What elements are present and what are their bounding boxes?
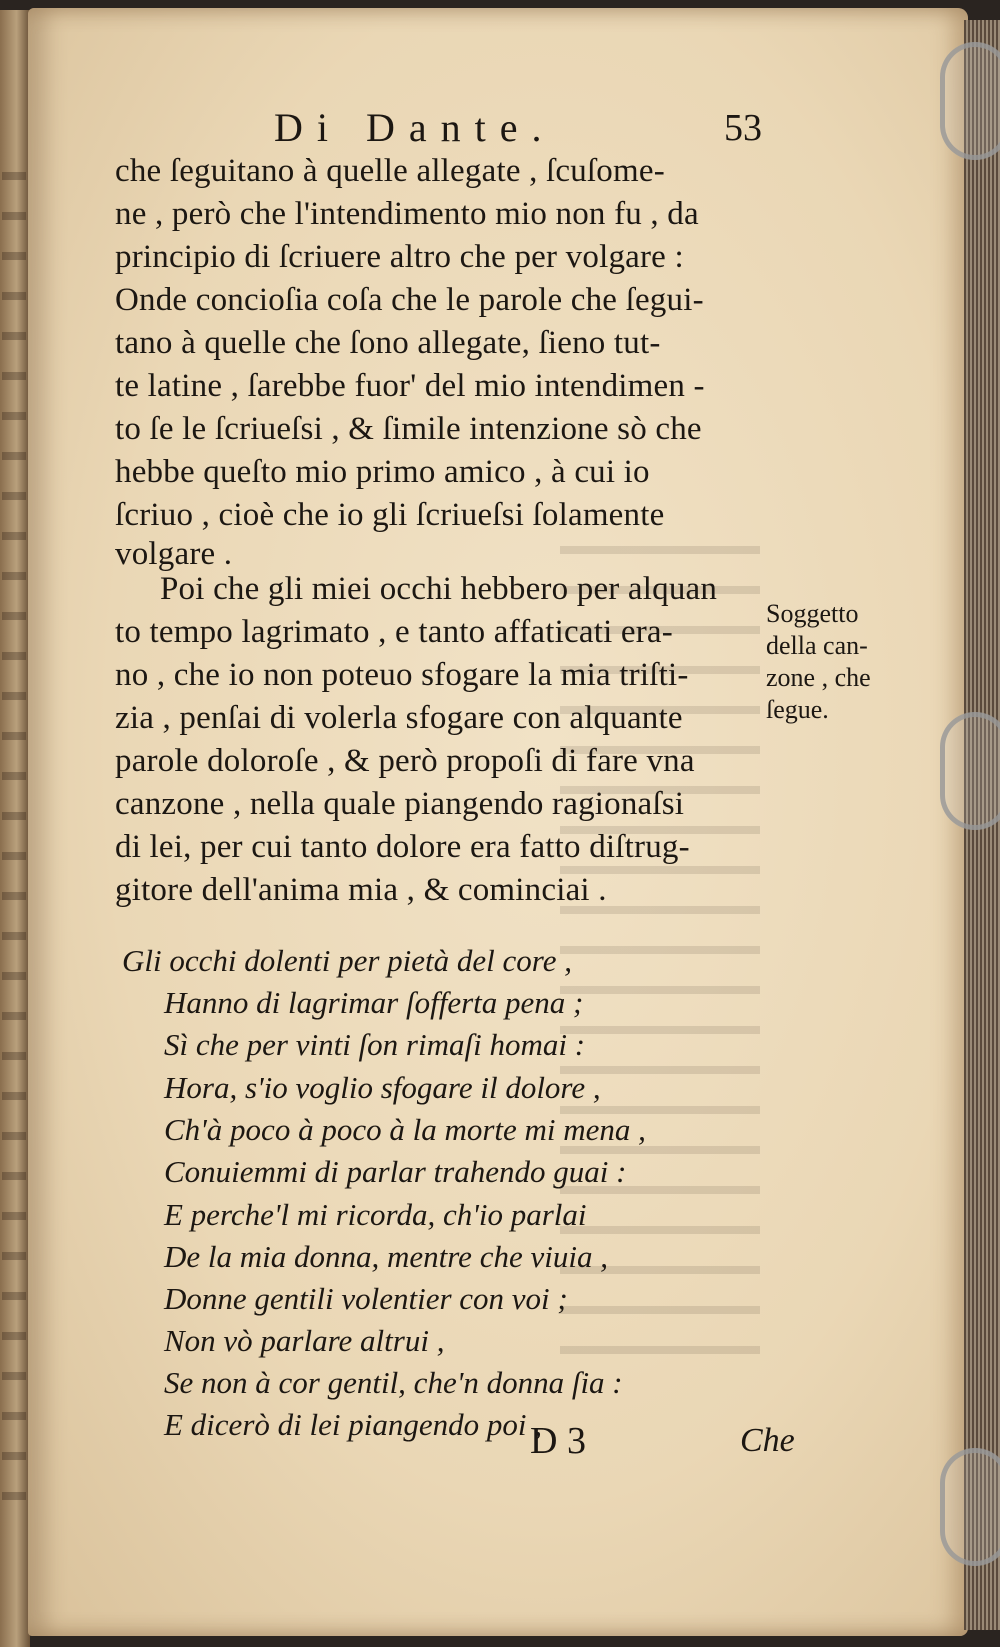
verse-line: Ch'à poco à poco à la morte mi mena , [164,1112,646,1147]
verse-line: Gli occhi dolenti per pietà del core , [122,943,572,978]
catchword: Che [740,1422,795,1459]
verse-line: Hora, s'io voglio sfogare il dolore , [164,1070,601,1105]
verse-line: Conuiemmi di parlar trahendo guai : [164,1154,627,1189]
verse-line: De la mia donna, mentre che viuia , [164,1239,608,1274]
marginal-note-line: della can- [766,631,868,660]
prose-line: te latine , ſarebbe fuor' del mio intendimen - [115,368,705,404]
prose-line: hebbe queſto mio primo amico , à cui io [115,454,650,490]
running-header: Di Dante. [274,105,556,150]
prose-line: parole doloroſe , & però propoſi di fare vna [115,743,695,779]
marginal-note-line: zone , che [766,663,871,692]
verse-line: Hanno di lagrimar ſofferta pena ; [164,985,584,1020]
marginal-note-line: Soggetto [766,599,859,628]
verse-line: E perche'l mi ricorda, ch'io parlai [164,1197,587,1232]
facing-page-text-bleed [2,150,26,1500]
prose-line: ſcriuo , cioè che io gli ſcriueſsi ſolamente [115,497,665,533]
marginal-note-line: ſegue. [766,695,829,724]
clamp-ring-top [940,42,1000,160]
clamp-ring-bottom [940,1448,1000,1566]
prose-line: di lei, per cui tanto dolore era fatto diſtrug- [115,829,690,865]
page-number: 53 [724,107,762,149]
prose-line: che ſeguitano à quelle allegate , ſcuſome- [115,153,665,189]
verse-line: Donne gentili volentier con voi ; [164,1281,568,1316]
prose-line: to ſe le ſcriueſsi , & ſimile intenzione sò che [115,411,702,447]
verse-line: Non vò parlare altrui , [164,1323,445,1358]
prose-line: zia , penſai di volerla sfogare con alquante [115,700,683,736]
prose-line: volgare . [115,536,233,572]
prose-line: gitore dell'anima mia , & cominciai . [115,872,607,908]
prose-line: canzone , nella quale piangendo ragionaſsi [115,786,685,822]
marginal-note [766,598,936,726]
prose-line: principio di ſcriuere altro che per volgare : [115,239,684,275]
verse-line: Sì che per vinti ſon rimaſi homai : [164,1027,586,1062]
verse-line: Se non à cor gentil, che'n donna ſia : [164,1365,623,1400]
prose-line: ne , però che l'intendimento mio non fu , da [115,196,699,232]
prose-line: to tempo lagrimato , e tanto affaticati era- [115,614,673,650]
verse-line: E dicerò di lei piangendo poi , [164,1407,542,1442]
prose-line: tano à quelle che ſono allegate, ſieno tut- [115,325,661,361]
prose-line: Poi che gli miei occhi hebbero per alquan [160,571,718,607]
signature-mark: D 3 [530,1420,586,1462]
facing-page-edge [0,10,30,1647]
prose-line: Onde concioſia coſa che le parole che ſegui- [115,282,704,318]
prose-line: no , che io non poteuo sfogare la mia triſti- [115,657,689,693]
clamp-ring-middle [940,712,1000,830]
